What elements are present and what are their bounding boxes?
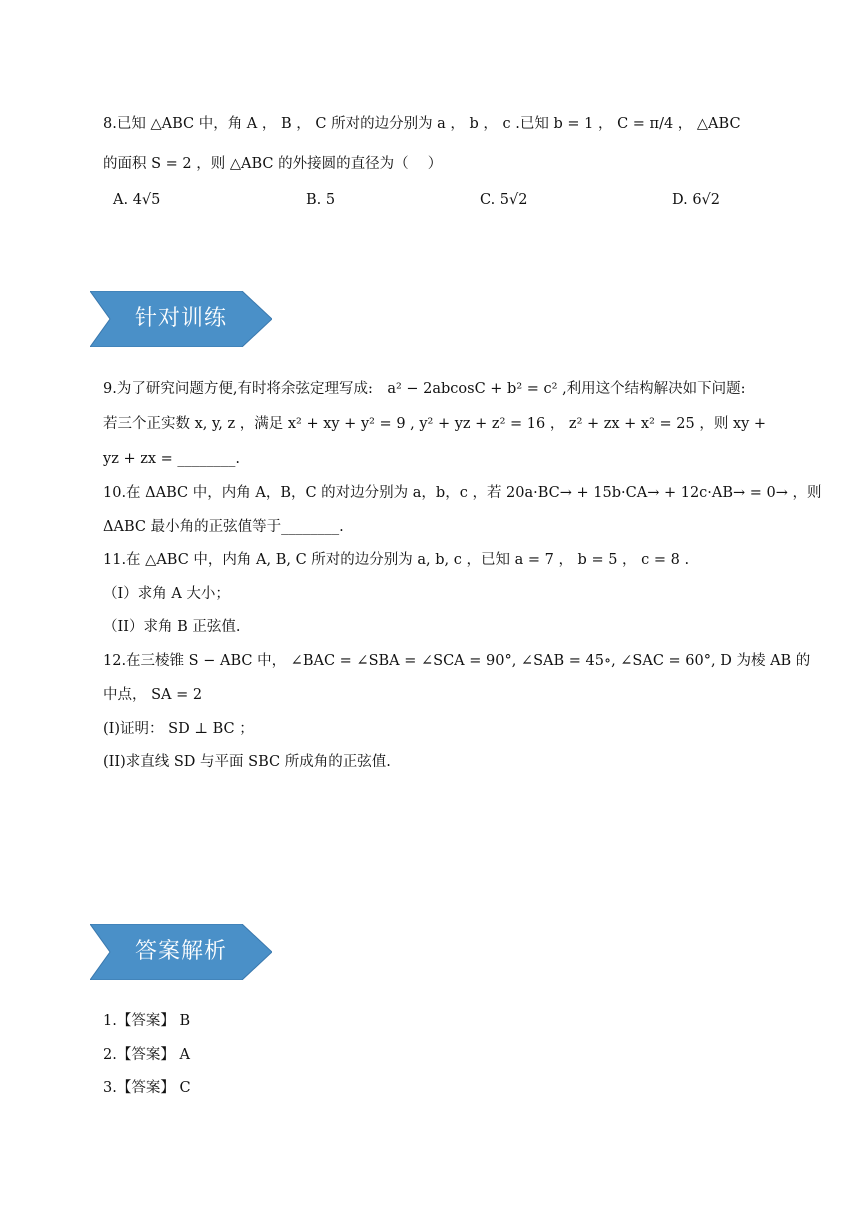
section-banner-answers [90, 924, 272, 980]
answer-1: 1.【答案】 B [103, 1013, 191, 1029]
q8-line-1: 8.已知 △ABC 中，角 A ， B ， C 所对的边分别为 a ， b ， c .已知 b = 1 ， C = π/4 ， △ABC [103, 116, 741, 132]
q10-line-2: ΔABC 最小角的正弦值等于________. [103, 519, 344, 535]
section-banner-practice [90, 291, 272, 347]
q12-part-2: (II)求直线 SD 与平面 SBC 所成角的正弦值. [103, 754, 391, 770]
q12-line-2: 中点， SA = 2 [103, 687, 203, 703]
q9-line-1: 9.为了研究问题方便,有时将余弦定理写成: a² − 2abcosC + b² = c² ,利用这个结构解决如下问题: [103, 381, 746, 397]
q8-option-a: A. 4√5 [113, 192, 161, 208]
q10-line-1: 10.在 ΔABC 中，内角 A，B，C 的对边分别为 a，b，c ，若 20a·BC→ + 15b·CA→ + 12c·AB→ = 0→ ，则 [103, 485, 822, 501]
banner-title: 答案解析 [134, 939, 227, 964]
q11-part-2: （II）求角 B 正弦值. [103, 619, 241, 635]
q8-option-b: B. 5 [306, 192, 336, 208]
q11-line-1: 11.在 △ABC 中，内角 A, B, C 所对的边分别为 a, b, c ，已知 a = 7 ， b = 5 ， c = 8 . [103, 552, 690, 568]
q12-part-1: (I)证明： SD ⊥ BC ； [103, 721, 254, 737]
q8-option-c: C. 5√2 [480, 192, 528, 208]
q8-line-2: 的面积 S = 2 ，则 △ABC 的外接圆的直径为（ ） [103, 156, 443, 172]
q9-line-2: 若三个正实数 x, y, z ，满足 x² + xy + y² = 9 , y² + yz + z² = 16 ， z² + zx + x² = 25 ，则 xy + [103, 416, 767, 432]
q8-option-d: D. 6√2 [672, 192, 721, 208]
banner-title: 针对训练 [134, 306, 227, 331]
q9-line-3: yz + zx = ________. [103, 451, 240, 467]
q12-line-1: 12.在三棱锥 S − ABC 中， ∠BAC = ∠SBA = ∠SCA = 90°, ∠SAB = 45∘, ∠SAC = 60°, D 为棱 AB 的 [103, 653, 811, 669]
q11-part-1: （I）求角 A 大小； [103, 586, 230, 602]
answer-3: 3.【答案】 C [103, 1080, 191, 1096]
answer-2: 2.【答案】 A [103, 1047, 190, 1063]
